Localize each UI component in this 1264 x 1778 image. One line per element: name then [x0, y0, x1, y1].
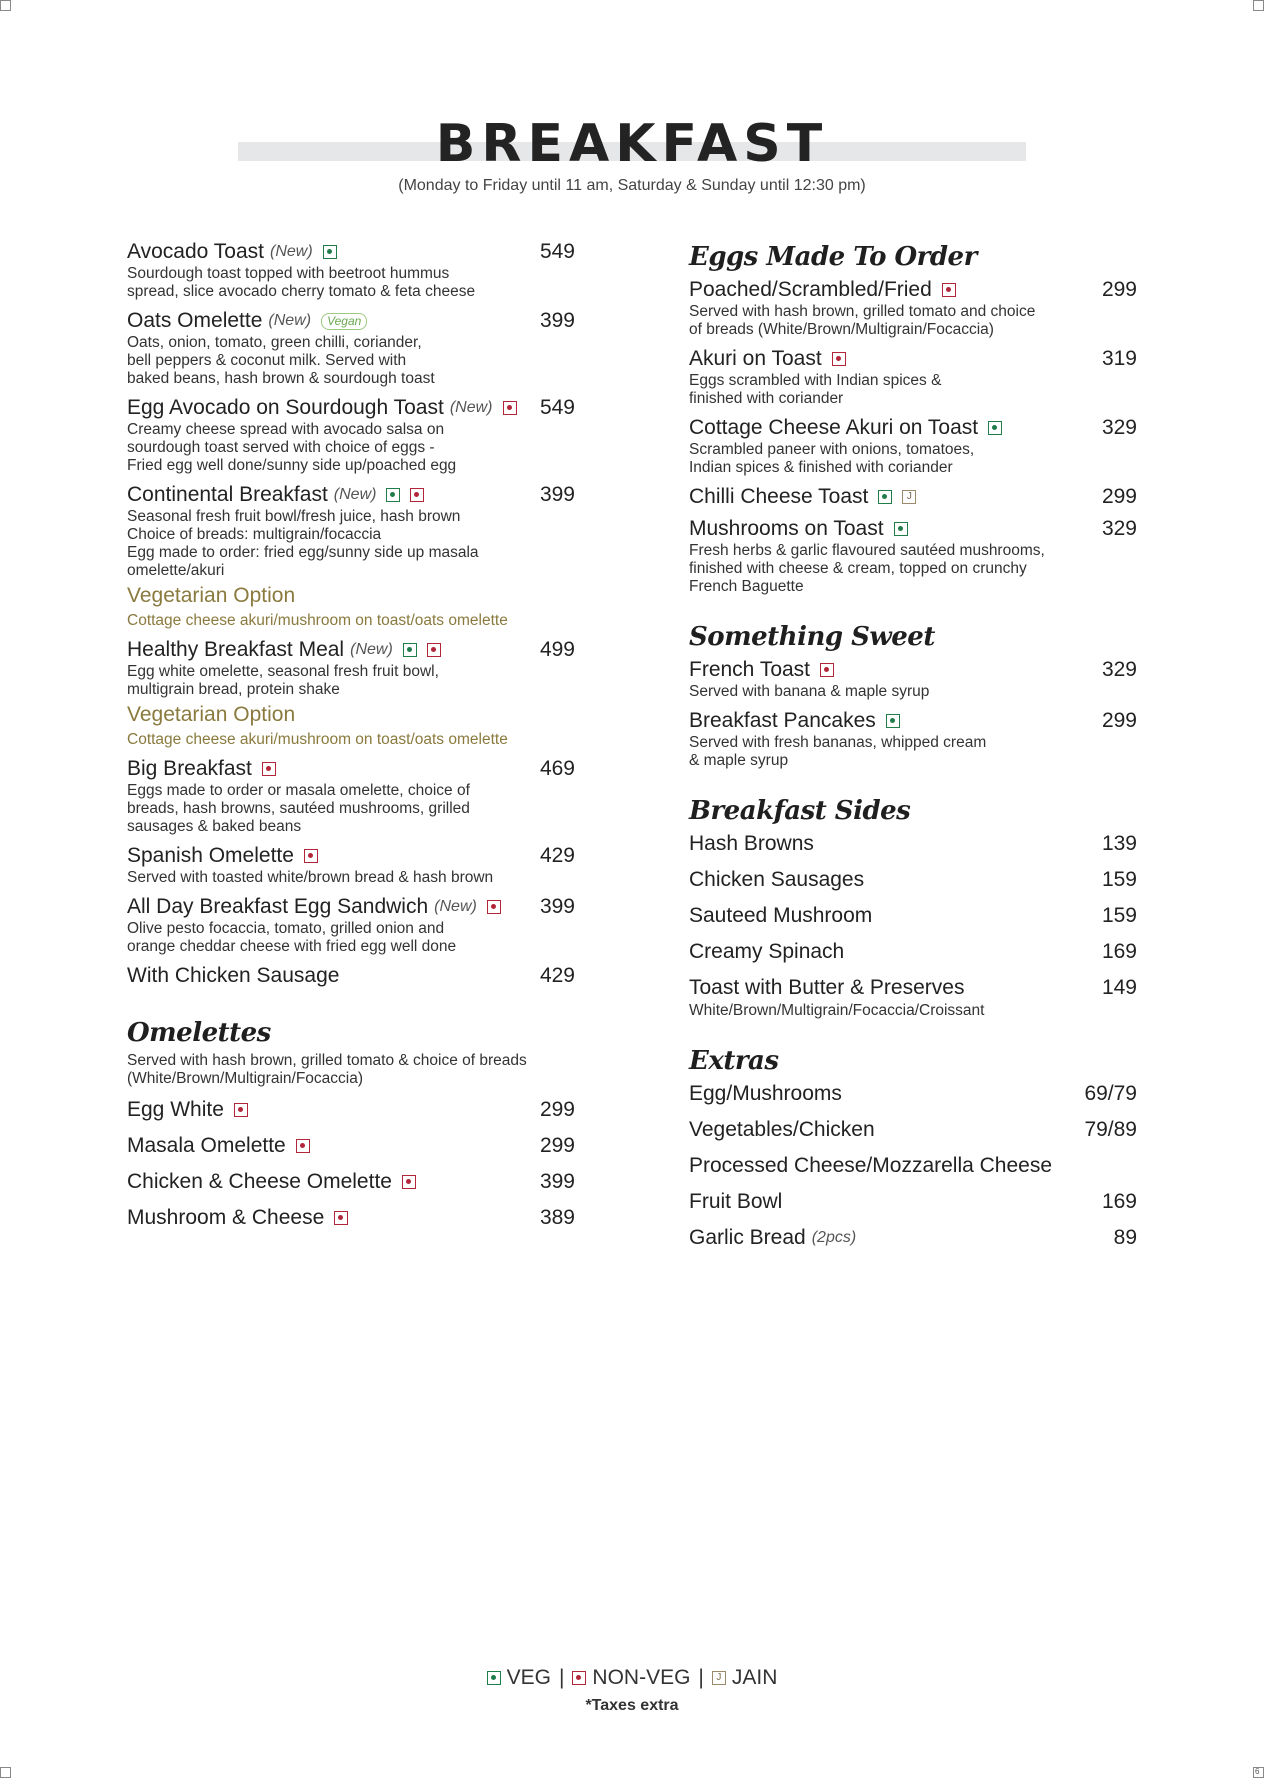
menu-item: [689, 940, 1137, 964]
description-line: orange cheddar cheese with fried egg well done: [127, 938, 457, 955]
non-veg-icon: [296, 1139, 310, 1153]
menu-item-price: 499: [539, 638, 575, 661]
non-veg-icon: [234, 1103, 248, 1117]
menu-item-icons: [810, 663, 834, 677]
menu-item-description: [127, 869, 575, 887]
menu-item-icons: [376, 488, 424, 502]
menu-item-tag: (2pcs): [811, 1229, 857, 1246]
menu-item-tag: (New): [270, 243, 313, 260]
description-line: Seasonal fresh fruit bowl/fresh juice, hash brown: [127, 508, 461, 525]
menu-item-icons: [392, 1175, 416, 1189]
crop-mark-bottom-right: [1253, 1767, 1264, 1778]
section-title-extras: Extras: [689, 1046, 779, 1076]
legend: [0, 1666, 1264, 1690]
menu-item-row: [127, 895, 575, 919]
menu-item-icons: [393, 643, 441, 657]
veg-icon: [988, 421, 1002, 435]
menu-item-description: [689, 734, 1137, 770]
menu-item-name: Mushrooms on Toast: [689, 517, 884, 540]
menu-item: [127, 396, 575, 475]
menu-item-price: 399: [539, 895, 575, 918]
menu-item-name: Masala Omelette: [127, 1134, 286, 1157]
jain-icon-letter: J: [716, 1672, 722, 1683]
menu-item-tag: (New): [449, 399, 493, 416]
menu-item-name: Big Breakfast: [127, 757, 252, 780]
description-line: Served with toasted white/brown bread & hash brown: [127, 869, 494, 886]
menu-item-price: 399: [539, 1170, 575, 1193]
menu-item: [689, 1190, 1137, 1214]
menu-item-row: [689, 278, 1137, 302]
spacer: [689, 604, 1137, 620]
menu-item-price: 399: [539, 483, 575, 506]
menu-item-price: 299: [1101, 485, 1137, 508]
menu-item-name: Toast with Butter & Preserves: [689, 976, 965, 999]
description-line: Egg white omelette, seasonal fresh fruit bowl,: [127, 663, 439, 680]
menu-item: [689, 658, 1137, 701]
menu-item-description: [127, 508, 575, 580]
section-title-omelettes: Omelettes: [127, 1018, 271, 1048]
crop-mark-bottom-left: [0, 1767, 11, 1778]
page-title: BREAKFAST: [435, 114, 829, 174]
description-line: sausages & baked beans: [127, 818, 302, 835]
menu-item-price: 389: [539, 1206, 575, 1229]
veg-icon: [386, 488, 400, 502]
menu-item-row: [127, 309, 575, 333]
right-column: [689, 240, 1137, 1262]
menu-item-price: 299: [1101, 278, 1137, 301]
menu-item-icons: [313, 245, 337, 259]
menu-item-icons: [252, 762, 276, 776]
menu-item: [127, 1170, 575, 1194]
description-line: Egg made to order: fried egg/sunny side up masala: [127, 544, 479, 561]
non-veg-icon: [262, 762, 276, 776]
description-line: sourdough toast served with choice of eggs -: [127, 439, 435, 456]
description-line: French Baguette: [689, 578, 804, 595]
menu-item-row: [127, 240, 575, 264]
menu-item: [689, 347, 1137, 408]
non-veg-icon: [410, 488, 424, 502]
menu-item-price: 139: [1101, 832, 1137, 855]
menu-item-price: 299: [539, 1098, 575, 1121]
menu-item: [689, 832, 1137, 856]
description-line: Choice of breads: multigrain/focaccia: [127, 526, 382, 543]
page-number: 6: [1255, 1767, 1260, 1776]
menu-item: [689, 904, 1137, 928]
menu-item: [689, 1082, 1137, 1106]
menu-item-price: 429: [539, 964, 575, 987]
menu-item-name: Processed Cheese/Mozzarella Cheese: [689, 1154, 1053, 1177]
menu-item: [689, 976, 1137, 1000]
jain-icon: [902, 490, 916, 504]
menu-item-price: 329: [1101, 416, 1137, 439]
menu-item: [689, 709, 1137, 770]
menu-item-name: Oats Omelette: [127, 309, 263, 332]
non-veg-icon: [572, 1671, 586, 1685]
section-note-omelettes: [127, 1052, 575, 1088]
spacer: [127, 996, 575, 1016]
menu-item-price: 169: [1101, 940, 1137, 963]
crop-mark-top-right: [1253, 0, 1264, 11]
menu-item-icons: [294, 849, 318, 863]
menu-item-icons: [822, 352, 846, 366]
page-subtitle: (Monday to Friday until 11 am, Saturday & Sunday until 12:30 pm): [398, 177, 866, 194]
description-line: baked beans, hash brown & sourdough toast: [127, 370, 435, 387]
menu-item-description: [689, 683, 1137, 701]
non-veg-icon: [304, 849, 318, 863]
menu-item-price: 429: [539, 844, 575, 867]
description-line: Creamy cheese spread with avocado salsa on: [127, 421, 445, 438]
description-line: multigrain bread, protein shake: [127, 681, 340, 698]
menu-item-name: Egg Avocado on Sourdough Toast: [127, 396, 444, 419]
menu-item-price: 79/89: [1084, 1118, 1137, 1141]
menu-item-name: All Day Breakfast Egg Sandwich: [127, 895, 429, 918]
menu-item-icons: [884, 522, 908, 536]
menu-item: [127, 1206, 575, 1230]
description-line: Fresh herbs & garlic flavoured sautéed mushrooms,: [689, 542, 1045, 559]
menu-item: [689, 517, 1137, 596]
menu-item-price: 329: [1101, 658, 1137, 681]
veg-icon: [487, 1671, 501, 1685]
description-line: Fried egg well done/sunny side up/poached egg: [127, 457, 457, 474]
menu-item-row: [127, 757, 575, 781]
menu-item: [127, 964, 575, 988]
veg-icon: [403, 643, 417, 657]
non-veg-icon: [334, 1211, 348, 1225]
menu-item-description: [127, 663, 575, 699]
menu-item: [127, 1098, 575, 1122]
menu-item: [689, 1226, 1137, 1250]
menu-item-description: [127, 334, 575, 388]
menu-item-row: [127, 638, 575, 662]
non-veg-icon: [427, 643, 441, 657]
description-line: of breads (White/Brown/Multigrain/Focaccia): [689, 321, 994, 338]
menu-item-row: [689, 658, 1137, 682]
menu-item-price: 319: [1101, 347, 1137, 370]
menu-item-name: Creamy Spinach: [689, 940, 845, 963]
menu-item-icons: [286, 1139, 310, 1153]
section-title-sides: Breakfast Sides: [689, 796, 911, 826]
description-line: breads, hash browns, sautéed mushrooms, grilled: [127, 800, 470, 817]
menu-item-description: [127, 421, 575, 475]
menu-item-icons: [493, 401, 517, 415]
menu-item-price: 169: [1101, 1190, 1137, 1213]
menu-item-name: Vegetables/Chicken: [689, 1118, 875, 1141]
menu-item-name: Breakfast Pancakes: [689, 709, 876, 732]
description-line: Eggs scrambled with Indian spices &: [689, 372, 942, 389]
menu-item-price: 399: [539, 309, 575, 332]
sides-note: White/Brown/Multigrain/Focaccia/Croissant: [689, 1002, 985, 1019]
vegetarian-option-description: Cottage cheese akuri/mushroom on toast/oats omelette: [127, 612, 508, 629]
menu-item-price: 549: [539, 396, 575, 419]
menu-item-description: [127, 920, 575, 956]
vegetarian-option-heading: Vegetarian Option: [127, 703, 296, 726]
description-line: finished with cheese & cream, topped on crunchy: [689, 560, 1027, 577]
crop-mark-top-left: [0, 0, 11, 11]
menu-item-price: 299: [539, 1134, 575, 1157]
menu-item: [689, 1154, 1137, 1178]
menu-item-name: Spanish Omelette: [127, 844, 294, 867]
menu-item-name: Hash Browns: [689, 832, 814, 855]
menu-item-name: Poached/Scrambled/Fried: [689, 278, 932, 301]
menu-item-name: Egg White: [127, 1098, 224, 1121]
menu-item-name: Continental Breakfast: [127, 483, 328, 506]
legend-non-veg-label: NON-VEG: [592, 1666, 691, 1689]
menu-item-row: [127, 844, 575, 868]
non-veg-icon: [820, 663, 834, 677]
section-title-sweet: Something Sweet: [689, 622, 935, 652]
menu-item: [127, 638, 575, 749]
menu-item-name: Chilli Cheese Toast: [689, 485, 869, 508]
menu-item: [127, 309, 575, 388]
menu-item-row: [689, 485, 1137, 509]
menu-item-row: [127, 396, 575, 420]
menu-item-icons: [224, 1103, 248, 1117]
description-line: Served with hash brown, grilled tomato and choice: [689, 303, 1036, 320]
menu-item-name: Chicken Sausages: [689, 868, 865, 891]
legend-separator: |: [558, 1666, 565, 1689]
menu-item-name: Akuri on Toast: [689, 347, 822, 370]
menu-item: [689, 485, 1137, 509]
description-line: & maple syrup: [689, 752, 789, 769]
menu-item-name: Chicken & Cheese Omelette: [127, 1170, 392, 1193]
menu-item: [127, 844, 575, 887]
menu-item-row: [689, 347, 1137, 371]
menu-item-name: Egg/Mushrooms: [689, 1082, 842, 1105]
menu-item-name: Cottage Cheese Akuri on Toast: [689, 416, 979, 439]
veg-icon: [878, 490, 892, 504]
menu-item-row: [689, 416, 1137, 440]
non-veg-icon: [832, 352, 846, 366]
menu-item: [689, 1118, 1137, 1142]
legend-jain-label: JAIN: [731, 1666, 778, 1689]
note-line: (White/Brown/Multigrain/Focaccia): [127, 1070, 364, 1087]
menu-item-icons: [876, 714, 900, 728]
description-line: Scrambled paneer with onions, tomatoes,: [689, 441, 975, 458]
description-line: Served with fresh bananas, whipped cream: [689, 734, 987, 751]
menu-item-price: 549: [539, 240, 575, 263]
menu-item-tag: (New): [350, 641, 393, 658]
non-veg-icon: [487, 900, 501, 914]
note-line: Served with hash brown, grilled tomato & choice of breads: [127, 1052, 527, 1069]
menu-item: [127, 240, 575, 301]
description-line: Served with banana & maple syrup: [689, 683, 930, 700]
spacer: [689, 1034, 1137, 1044]
menu-item-tag: (New): [333, 486, 377, 503]
menu-item-name: With Chicken Sausage: [127, 964, 340, 987]
menu-item: [127, 757, 575, 836]
menu-item-icons: [324, 1211, 348, 1225]
description-line: spread, slice avocado cherry tomato & feta cheese: [127, 283, 476, 300]
menu-item-icons: [477, 900, 501, 914]
description-line: finished with coriander: [689, 390, 844, 407]
menu-item-description: [689, 372, 1137, 408]
menu-item-description: [689, 441, 1137, 477]
veg-icon: [894, 522, 908, 536]
section-title-eggs: Eggs Made To Order: [689, 242, 977, 272]
menu-item-row: [689, 517, 1137, 541]
veg-icon: [323, 245, 337, 259]
menu-item-description: [127, 782, 575, 836]
menu-item-price: 149: [1101, 976, 1137, 999]
menu-item-name: Avocado Toast: [127, 240, 264, 263]
menu-item: [689, 868, 1137, 892]
menu-item: [689, 416, 1137, 477]
menu-item-price: 329: [1101, 517, 1137, 540]
description-line: Oats, onion, tomato, green chilli, coriander,: [127, 334, 422, 351]
menu-item-price: 69/79: [1084, 1082, 1137, 1105]
menu-item-description: [689, 542, 1137, 596]
jain-icon: [712, 1671, 726, 1685]
menu-item-description: [127, 265, 575, 301]
menu-item: [127, 895, 575, 956]
menu-item-name: Healthy Breakfast Meal: [127, 638, 345, 661]
non-veg-icon: [942, 283, 956, 297]
menu-item-price: 89: [1113, 1226, 1137, 1249]
menu-item-icons: [868, 490, 916, 504]
menu-item: [127, 1134, 575, 1158]
description-line: Sourdough toast topped with beetroot hummus: [127, 265, 450, 282]
veg-icon: [886, 714, 900, 728]
description-line: Eggs made to order or masala omelette, choice of: [127, 782, 470, 799]
vegan-badge-icon: Vegan: [321, 313, 367, 330]
menu-item-name: Garlic Bread: [689, 1226, 806, 1249]
non-veg-icon: [503, 401, 517, 415]
left-column: [127, 240, 575, 1242]
menu-item-row: [127, 483, 575, 507]
description-line: omelette/akuri: [127, 562, 225, 579]
menu-item-name: Mushroom & Cheese: [127, 1206, 325, 1229]
spacer: [689, 778, 1137, 794]
menu-item: [689, 278, 1137, 339]
vegetarian-option-description: Cottage cheese akuri/mushroom on toast/oats omelette: [127, 731, 508, 748]
non-veg-icon: [402, 1175, 416, 1189]
menu-item-description: [689, 303, 1137, 339]
menu-item-tag: (New): [434, 898, 477, 915]
menu-item-row: [689, 709, 1137, 733]
menu-item: [127, 483, 575, 630]
menu-item-row: [127, 964, 575, 988]
legend-veg-label: VEG: [506, 1666, 551, 1689]
menu-item-name: Fruit Bowl: [689, 1190, 783, 1213]
menu-item-name: Sauteed Mushroom: [689, 904, 873, 927]
menu-item-price: 159: [1101, 868, 1137, 891]
taxes-note: *Taxes extra: [585, 1697, 679, 1714]
description-line: Olive pesto focaccia, tomato, grilled onion and: [127, 920, 445, 937]
menu-item-icons: [978, 421, 1002, 435]
jain-icon-letter: J: [906, 491, 912, 502]
menu-item-name: French Toast: [689, 658, 811, 681]
menu-item-tag: (New): [268, 312, 312, 329]
menu-item-price: 299: [1101, 709, 1137, 732]
legend-separator: |: [698, 1666, 704, 1689]
menu-item-price: 159: [1101, 904, 1137, 927]
description-line: bell peppers & coconut milk. Served with: [127, 352, 407, 369]
menu-item-icons: [932, 283, 956, 297]
vegetarian-option-heading: Vegetarian Option: [127, 584, 296, 607]
menu-item-price: 469: [539, 757, 575, 780]
description-line: Indian spices & finished with coriander: [689, 459, 953, 476]
